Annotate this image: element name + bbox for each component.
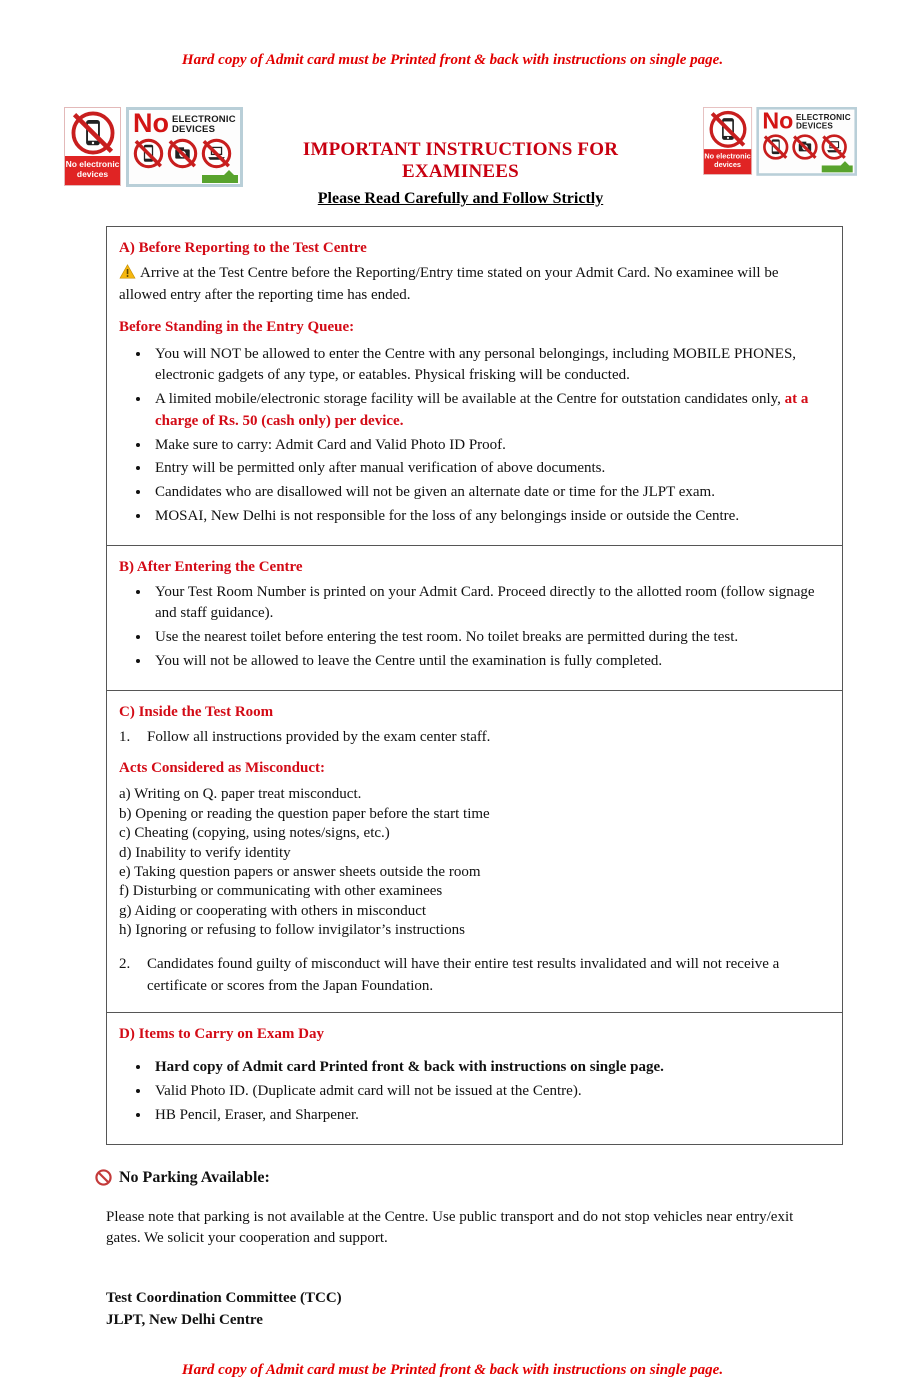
page-title: IMPORTANT INSTRUCTIONS FOR EXAMINEES	[302, 139, 619, 182]
sign-devices-text: DEVICES	[795, 121, 834, 132]
no-camera-icon	[792, 133, 819, 160]
instructions-box	[106, 226, 843, 1145]
no-electronic-devices-small-sign	[703, 107, 752, 175]
section-b-heading: B) After Entering the Centre	[119, 558, 303, 575]
section-a-heading: A) Before Reporting to the Test Centre	[119, 240, 367, 256]
no-phone-icon	[133, 138, 164, 169]
list-item: g) Aiding or cooperating with others in misconduct	[119, 902, 427, 919]
list-item: • Make sure to carry: Admit Card and Valid Photo ID Proof.	[151, 435, 826, 457]
no-parking-heading: No Parking Available:	[95, 1169, 905, 1187]
no-electronic-devices-large-sign	[756, 107, 857, 176]
list-item: • Candidates who are disallowed will not be given an alternate date or time for the JLPT exam.	[151, 482, 826, 504]
section-c-heading: C) Inside the Test Room	[119, 703, 274, 720]
signature-committee: Test Coordination Committee (TCC)	[106, 1290, 342, 1306]
misconduct-subheading: Acts Considered as Misconduct:	[119, 760, 325, 777]
no-electronic-devices-large-sign	[126, 107, 243, 187]
misconduct-list	[119, 785, 826, 940]
list-item: • HB Pencil, Eraser, and Sharpener.	[151, 1105, 826, 1127]
signature-centre: JLPT, New Delhi Centre	[106, 1311, 263, 1328]
entry-queue-subheading: Before Standing in the Entry Queue:	[119, 318, 355, 335]
list-item: c) Cheating (copying, using notes/signs, etc.)	[119, 825, 390, 842]
sign-no-text: No	[133, 108, 169, 138]
section-d	[107, 1012, 842, 1143]
section-c	[107, 690, 842, 1013]
bottom-note: Hard copy of Admit card must be Printed front & back with instructions on single page.	[181, 1361, 724, 1378]
signature-block	[106, 1288, 905, 1332]
page-subtitle: Please Read Carefully and Follow Strictly	[317, 190, 604, 207]
sign-no-text: No	[762, 107, 794, 134]
ink-saving-tag	[822, 165, 853, 172]
list-item: • Use the nearest toilet before entering the test room. No toilet breaks are permitted during the test.	[151, 627, 826, 649]
no-electronic-devices-small-sign	[64, 107, 121, 186]
no-laptop-icon	[201, 138, 232, 169]
list-item: • You will NOT be allowed to enter the Centre with any personal belongings, including MOBILE PHONES, electronic gadgets of any type, or eatables. Physical frisking will be conducted.	[151, 344, 826, 388]
fee-highlight: at a charge of Rs. 50 (cash only) per device.	[155, 391, 809, 429]
section-a-intro: Arrive at the Test Centre before the Reporting/Entry time stated on your Admit Card. No examinee will be allowed entry after the reporting time has ended.	[119, 265, 779, 303]
numbered-item: 1. Follow all instructions provided by the exam center staff.	[119, 728, 491, 745]
no-parking-icon	[95, 1169, 112, 1186]
sign-label: No electronic devices	[65, 156, 120, 185]
no-devices-signs-right	[703, 107, 857, 176]
no-phone-icon	[762, 133, 789, 160]
parking-paragraph: Please note that parking is not available at the Centre. Use public transport and do not stop vehicles near entry/exit gates. We solicit your cooperation and support.	[106, 1208, 794, 1247]
list-item: • You will not be allowed to leave the Centre until the examination is fully completed.	[151, 651, 826, 673]
no-phone-icon	[708, 110, 748, 150]
sign-label: No electronic devices	[704, 149, 751, 174]
list-item: d) Inability to verify identity	[119, 844, 291, 861]
section-a	[107, 227, 842, 545]
header	[64, 107, 857, 208]
sign-electronic-text: ELECTRONIC	[795, 113, 851, 123]
title-block	[243, 107, 678, 208]
sign-electronic-text: ELECTRONIC	[172, 114, 236, 125]
list-item: h) Ignoring or refusing to follow invigilator’s instructions	[119, 922, 465, 939]
no-camera-icon	[167, 138, 198, 169]
warning-icon	[119, 264, 136, 279]
list-item: • Your Test Room Number is printed on your Admit Card. Proceed directly to the allotted room (follow signage and staff guidance).	[151, 582, 826, 626]
no-phone-icon	[70, 110, 116, 156]
list-item: • Hard copy of Admit card Printed front & back with instructions on single page.	[151, 1057, 826, 1079]
section-b	[107, 545, 842, 690]
list-item: f) Disturbing or communicating with other examinees	[119, 883, 443, 900]
list-item: • MOSAI, New Delhi is not responsible for the loss of any belongings inside or outside the Centre.	[151, 506, 826, 528]
ink-saving-tag	[202, 175, 238, 183]
list-item: • Valid Photo ID. (Duplicate admit card will not be issued at the Centre).	[151, 1081, 826, 1103]
list-item: • Entry will be permitted only after manual verification of above documents.	[151, 458, 826, 480]
list-item: a) Writing on Q. paper treat misconduct.	[119, 786, 362, 803]
list-item: e) Taking question papers or answer sheets outside the room	[119, 864, 481, 880]
no-laptop-icon	[821, 133, 848, 160]
section-d-heading: D) Items to Carry on Exam Day	[119, 1026, 324, 1043]
sign-devices-text: DEVICES	[172, 124, 216, 136]
list-item: b) Opening or reading the question paper before the start time	[119, 805, 490, 822]
top-note: Hard copy of Admit card must be Printed front & back with instructions on single page.	[181, 52, 724, 68]
list-item: • A limited mobile/electronic storage facility will be available at the Centre for outstation candidates only, at a charge of Rs. 50 (cash only) per device.	[151, 389, 826, 433]
no-devices-signs-left	[64, 107, 243, 187]
numbered-item: 2. Candidates found guilty of misconduct will have their entire test results invalidated and will not receive a certificate or scores from the Japan Foundation.	[119, 955, 780, 994]
